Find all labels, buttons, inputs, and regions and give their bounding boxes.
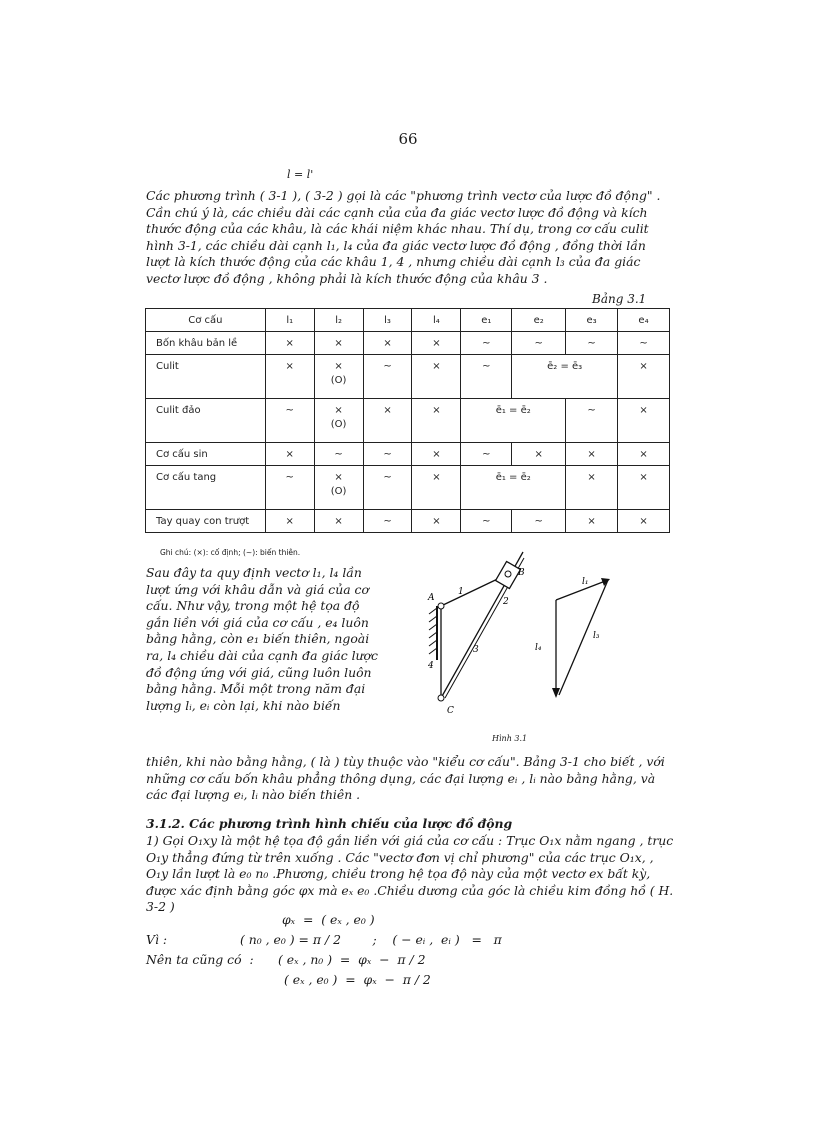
paragraph-2-line: bằng hằng, còn e₁ biến thiên, ngoài — [146, 631, 370, 647]
paragraph-2-line: gắn liền với giá của cơ cấu , e₄ luôn — [146, 614, 369, 630]
table-cell: × — [412, 399, 461, 443]
joint-a — [438, 603, 444, 609]
table-cell-merged: ē₁ = ē₂ — [461, 399, 566, 443]
table-row — [146, 332, 670, 355]
cell-subvalue: (O) — [330, 375, 347, 386]
table-row — [146, 399, 670, 443]
header-l1: l₁ — [265, 309, 314, 332]
label-B: B — [518, 568, 525, 578]
table-caption: Bảng 3.1 — [592, 292, 647, 306]
table-cell: × — [265, 355, 314, 399]
paragraph-2-line: ra, l₄ chiều dài của cạnh đa giác lược — [146, 647, 378, 663]
paragraph-2-line: lượng lᵢ, eᵢ còn lại, khi nào biến — [146, 697, 341, 713]
paragraph-2-line: Sau đây ta quy định vectơ l₁, l₄ lần — [146, 565, 362, 580]
table-cell-merged: ē₁ = ē₂ — [461, 466, 566, 510]
cell-value: × — [334, 405, 343, 416]
table-cell: × — [618, 466, 670, 510]
paragraph-1: Các phương trình ( 3-1 ), ( 3-2 ) gọi là các "phương trình vectơ của lược đồ động" . Cần chú ý là, các chiều dài các cạnh của của đa giác vectơ lược đồ động và kích thước động của các khâu, là các khái niệm khác nhau. Thí dụ, trong cơ cấu culit hình 3-1, các chiều dài cạnh l₁, l₄ của đa giác vectơ lược đồ động , đồng thời lần lượt là kích thước động của các khâu 1, 4 , nhưng chiều dài cạnh l₃ của đa giác vectơ lược đồ động , không phải là kích thước động của khâu 3 . — [146, 188, 661, 286]
header-l3: l₃ — [363, 309, 412, 332]
table-cell: × — [363, 399, 412, 443]
equation-3-label: Nên ta cũng có : — [146, 952, 254, 967]
ground-hatch — [429, 608, 437, 654]
vector-l3 — [559, 580, 608, 695]
table-cell: × — [363, 332, 412, 355]
paragraph-2-line: bằng hằng. Mỗi một trong năm đại — [146, 681, 366, 697]
joint-c — [438, 695, 444, 701]
equation-1: φₓ = ( eₓ , e₀ ) — [282, 912, 375, 927]
table-cell: ~ — [566, 332, 618, 355]
label-4: 4 — [428, 661, 434, 671]
table-cell: ~ — [265, 399, 314, 443]
table-cell: × — [412, 443, 461, 466]
table-row — [146, 355, 670, 399]
joint-b — [505, 571, 511, 577]
cell-value: × — [334, 361, 343, 372]
label-l1: l₁ — [582, 577, 589, 587]
table-cell: ~ — [265, 466, 314, 510]
label-C: C — [447, 706, 454, 716]
section-heading: 3.1.2. Các phương trình hình chiếu của lược đồ động — [146, 816, 513, 831]
table-cell: × — [314, 510, 363, 533]
label-2: 2 — [503, 597, 509, 607]
header-l4: l₄ — [412, 309, 461, 332]
label-A: A — [428, 593, 435, 603]
header-e3: e₃ — [566, 309, 618, 332]
equation-2-label: Vì : — [146, 932, 168, 947]
equation-2: ( n₀ , e₀ ) = π / 2 ; ( − eᵢ , eᵢ ) = π — [240, 932, 502, 947]
equation-4: ( eₓ , e₀ ) = φₓ − π / 2 — [284, 972, 431, 987]
paragraph-2-line: cấu. Như vậy, trong một hệ tọa độ — [146, 598, 360, 614]
table-cell: × — [412, 466, 461, 510]
table-cell: × — [618, 399, 670, 443]
row-name: Tay quay con trượt — [146, 510, 266, 533]
table-cell: × — [265, 443, 314, 466]
arrow-l4 — [552, 688, 560, 698]
table-cell — [314, 399, 363, 443]
paragraph-4: 1) Gọi O₁xy là một hệ tọa độ gắn liền với giá của cơ cấu : Trục O₁x nằm ngang , trục O₁y thẳng đứng từ trên xuống . Các "vectơ đơn vị chỉ phương" của các trục O₁x, , O₁y lần lượt là e₀ n₀ .Phương, chiều trong hệ tọa độ này của một vectơ ex bất kỳ, được xác định bằng góc φx mà eₓ e₀ .Chiều dương của góc là chiều kim đồng hồ ( H. 3-2 ) — [146, 833, 674, 915]
table-cell: × — [618, 510, 670, 533]
cell-value: × — [334, 472, 343, 483]
label-l3: l₃ — [593, 631, 600, 641]
table-cell: ~ — [512, 332, 566, 355]
row-name: Cơ cấu tang — [146, 466, 266, 510]
row-name: Cơ cấu sin — [146, 443, 266, 466]
table-cell: × — [618, 443, 670, 466]
header-mechanism: Cơ cấu — [146, 309, 266, 332]
cell-subvalue: (O) — [330, 486, 347, 497]
table-cell: × — [566, 466, 618, 510]
header-e1: e₁ — [461, 309, 512, 332]
table-cell: × — [314, 332, 363, 355]
table-cell: ~ — [512, 510, 566, 533]
figure-caption: Hình 3.1 — [492, 734, 528, 743]
label-3: 3 — [473, 645, 479, 655]
table-cell: ~ — [363, 355, 412, 399]
header-e4: e₄ — [618, 309, 670, 332]
equation-3: ( eₓ , n₀ ) = φₓ − π / 2 — [278, 952, 426, 967]
label-1: 1 — [458, 587, 464, 597]
page-number: 66 — [398, 130, 418, 148]
header-l2: l₂ — [314, 309, 363, 332]
paragraph-2-line: đồ động ứng với giá, cũng luôn luôn — [146, 664, 372, 680]
table-cell: × — [265, 332, 314, 355]
table-cell: × — [512, 443, 566, 466]
paragraph-2 — [146, 565, 396, 714]
row-name: Culit — [146, 355, 266, 399]
cell-subvalue: (O) — [330, 419, 347, 430]
table-cell: ~ — [461, 510, 512, 533]
table-cell: × — [412, 510, 461, 533]
label-l4: l₄ — [535, 643, 542, 653]
row-name: Bốn khâu bản lề — [146, 332, 266, 355]
table-cell: ~ — [461, 355, 512, 399]
table-cell-merged: ē₂ = ē₃ — [512, 355, 618, 399]
table-cell — [314, 355, 363, 399]
table-header-row — [146, 309, 670, 332]
mechanism-figure — [410, 548, 660, 733]
table-cell: ~ — [363, 443, 412, 466]
table-row — [146, 510, 670, 533]
table-cell: ~ — [461, 332, 512, 355]
paragraph-2-line: lượt ứng với khâu dẫn và giá của cơ — [146, 581, 369, 597]
paragraph-3: thiên, khi nào bằng hằng, ( là ) tùy thuộc vào "kiểu cơ cấu". Bảng 3-1 cho biết , với những cơ cấu bốn khâu phẳng thông dụng, các đại lượng eᵢ , lᵢ nào bằng hằng, và các đại lượng eᵢ, lᵢ nào biến thiên . — [146, 754, 665, 803]
table-cell: ~ — [566, 399, 618, 443]
row-name: Culit đảo — [146, 399, 266, 443]
mechanism-table — [145, 308, 670, 533]
table-cell: × — [618, 355, 670, 399]
table-row — [146, 466, 670, 510]
table-cell: × — [412, 355, 461, 399]
table-cell: × — [566, 510, 618, 533]
table-cell: × — [566, 443, 618, 466]
table-cell: ~ — [363, 510, 412, 533]
table-cell: ~ — [314, 443, 363, 466]
table-row — [146, 443, 670, 466]
table-cell: × — [265, 510, 314, 533]
table-note: Ghi chú: (×): cố định; (~): biến thiên. — [160, 548, 301, 557]
table-cell: ~ — [618, 332, 670, 355]
header-e2: e₂ — [512, 309, 566, 332]
table-cell — [314, 466, 363, 510]
table-cell: ~ — [461, 443, 512, 466]
table-cell: × — [412, 332, 461, 355]
formula-top: l = l' — [287, 168, 314, 181]
table-cell: ~ — [363, 466, 412, 510]
